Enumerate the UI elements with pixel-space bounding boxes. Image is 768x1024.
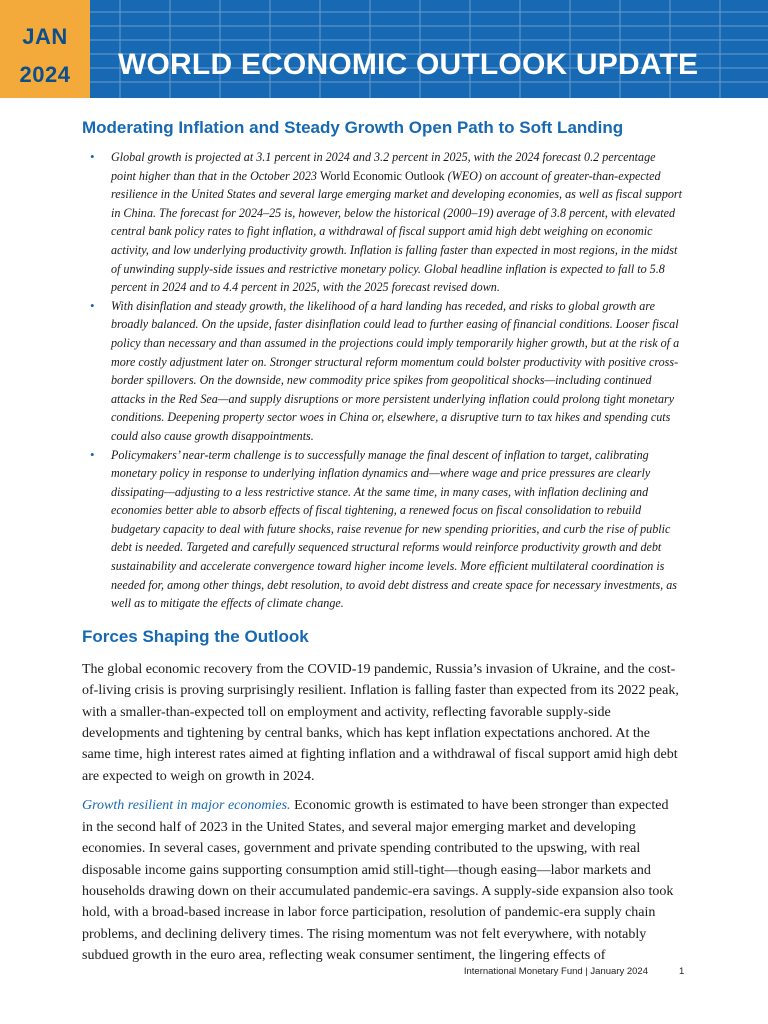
forces-paragraph-1: The global economic recovery from the COVID-19 pandemic, Russia’s invasion of Ukraine, and the cost-of-living crisis is proving surprisingly resilient. Inflation is falling faster than expected from its 2022 peak, with a smaller-than-expected toll on employment and activity, reflecting favorable supply-side developments and tightening by central banks, which has kept inflation expectations anchored. At the same time, high interest rates aimed at fighting inflation and a withdrawal of fiscal support amid high debt are expected to weigh on growth in 2024. [82, 661, 679, 784]
summary-bullet-list [90, 148, 682, 613]
page-number: 1 [679, 966, 685, 977]
section-heading-forces: Forces Shaping the Outlook [82, 626, 309, 646]
issue-month: JAN [22, 24, 68, 49]
bullet-icon: • [90, 149, 95, 164]
bullet-icon: • [90, 446, 95, 462]
bullet-3-text: Policymakers’ near-term challenge is to successfully manage the final descent of inflation to target, calibrating monetary policy in response to underlying inflation dynamics and—where wage and price pressures are clearly dissipating—adjusting to a less restrictive stance. At the same time, in many cases, with inflation declining and economies better able to absorb effects of fiscal tightening, a renewed focus on fiscal consolidation to rebuild budgetary capacity to deal with future shocks, raise revenue for new spending priorities, and curb the rise of public debt is needed. Targeted and carefully sequenced structural reforms would reinforce productivity growth and debt sustainability and accelerate convergence toward higher income levels. More efficient multilateral coordination is needed for, among other things, debt resolution, to avoid debt distress and create space for necessary investments, as well as to mitigate the effects of climate change. [111, 447, 677, 611]
forces-paragraph-2-text: Economic growth is estimated to have been stronger than expected in the second half of 2023 in the United States, and several major emerging market and developing economies. In several cases, government and private spending contributed to the upswing, with real disposable income gains supporting consumption amid still-tight—though easing—labor markets and households drawing down on their accumulated pandemic-era savings. A supply-side expansion also took hold, with a broad-based increase in labor force participation, resolution of pandemic-era supply chain problems, and declining delivery times. The rising momentum was not felt everywhere, with notably subdued growth in the euro area, reflecting weak consumer sentiment, the lingering effects of [82, 798, 674, 964]
section-heading-summary: Moderating Inflation and Steady Growth Open Path to Soft Landing [82, 118, 624, 137]
summary-bullet-1 [90, 148, 682, 297]
bullet-1-text-end: (WEO) on account of greater-than-expected resilience in the United States and several large emerging market and developing economies, as well as fiscal support in China. The forecast for 2024–25 is, however, below the historical (2000–19) average of 3.8 percent, with elevated central bank policy rates to fight inflation, a withdrawal of fiscal support amid high debt weighing on economic activity, and low underlying productivity growth. Inflation is falling faster than expected in most regions, in the midst of unwinding supply-side issues and restrictive monetary policy. Global headline inflation is expected to fall to 5.8 percent in 2024 and to 4.4 percent in 2025, with the 2025 forecast revised down. [111, 168, 682, 295]
report-title: WORLD ECONOMIC OUTLOOK UPDATE [118, 48, 699, 81]
weo-publication-title: World Economic Outlook [319, 168, 445, 183]
issue-year: 2024 [19, 62, 71, 87]
paragraph-lead-in: Growth resilient in major economies. [82, 798, 291, 814]
forces-paragraph-2 [82, 795, 682, 966]
bullet-icon: • [90, 297, 95, 313]
bullet-2-text: With disinflation and steady growth, the likelihood of a hard landing has receded, and risks to global growth are broadly balanced. On the upside, faster disinflation could lead to further easing of financial conditions. Looser fiscal policy than necessary and than assumed in the projections could imply temporarily higher growth, but at the risk of a more costly adjustment later on. Stronger structural reform momentum could bolster productivity with positive cross-border spillovers. On the downside, new commodity price spikes from geopolitical shocks—including continued attacks in the Red Sea—and supply disruptions or more persistent underlying inflation could prolong tight monetary conditions. Deepening property sector woes in China or, elsewhere, a disruptive turn to tax hikes and spending cuts could also cause growth disappointments. [111, 298, 680, 443]
main-content [82, 118, 685, 977]
footer-publisher: International Monetary Fund | January 2024 [463, 966, 648, 977]
summary-bullet-2 [90, 297, 682, 446]
issue-date-box [0, 0, 90, 98]
header-banner [0, 0, 768, 98]
summary-bullet-3 [90, 446, 682, 613]
bullet-1-text-start: Global growth is projected at 3.1 percent in 2024 and 3.2 percent in 2025, with the 2024 forecast 0.2 percentage point higher than that in the October 2023 [111, 150, 656, 183]
